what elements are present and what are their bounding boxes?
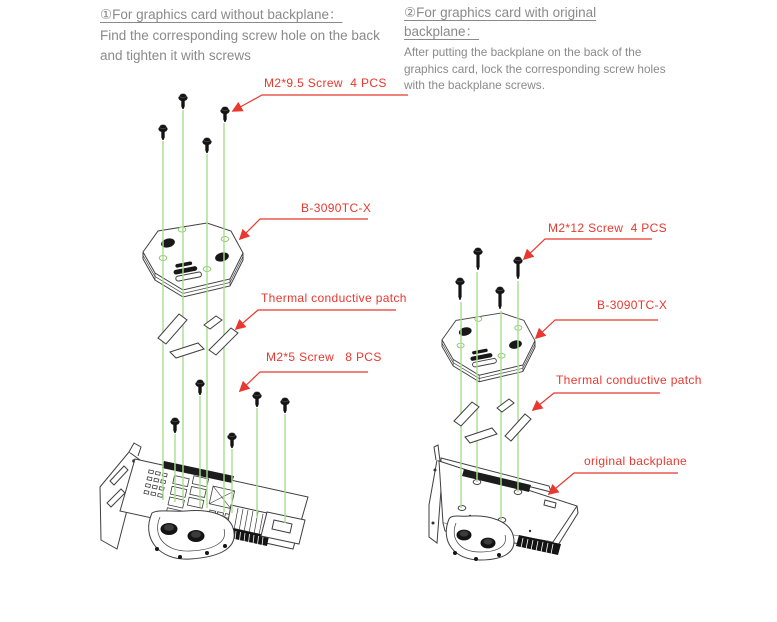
- instruction-left-heading: ①For graphics card without backplane：: [100, 7, 343, 22]
- thermal-patches: [158, 314, 238, 358]
- callout-right-screw-top: M2*12 Screw 4 PCS: [548, 221, 668, 235]
- instruction-right-heading: ②For graphics card with original backplane：: [404, 5, 597, 39]
- screws-m2-9-5: [158, 94, 229, 153]
- instruction-right-body: After putting the backplane on the back of the graphics card, lock the corresponding screw holes with the backplane screws.: [404, 45, 666, 92]
- callout-left-patch: Thermal conductive patch: [261, 291, 407, 305]
- water-block: [143, 223, 243, 297]
- backplane-card: [429, 445, 578, 561]
- graphics-card: [100, 443, 308, 559]
- callout-right-patch: Thermal conductive patch: [556, 373, 702, 387]
- callout-left-block: B-3090TC-X: [301, 201, 372, 215]
- instruction-left: [100, 5, 402, 66]
- left-diagram: [100, 94, 408, 559]
- callout-right-backplane: original backplane: [584, 454, 688, 468]
- instruction-right: [404, 3, 666, 94]
- water-block: [442, 313, 535, 382]
- callout-left-screw-bottom: M2*5 Screw 8 PCS: [266, 350, 382, 364]
- leader-lines-left: [233, 95, 408, 391]
- screws-m2-12: [455, 248, 522, 309]
- thermal-patches: [454, 399, 531, 443]
- instruction-left-body: Find the corresponding screw hole on the back and tighten it with screws: [100, 28, 380, 63]
- callout-right-block: B-3090TC-X: [597, 298, 668, 312]
- right-diagram: [429, 239, 678, 561]
- screws-m2-5: [170, 380, 289, 448]
- callout-left-screw-top: M2*9.5 Screw 4 PCS: [264, 76, 387, 90]
